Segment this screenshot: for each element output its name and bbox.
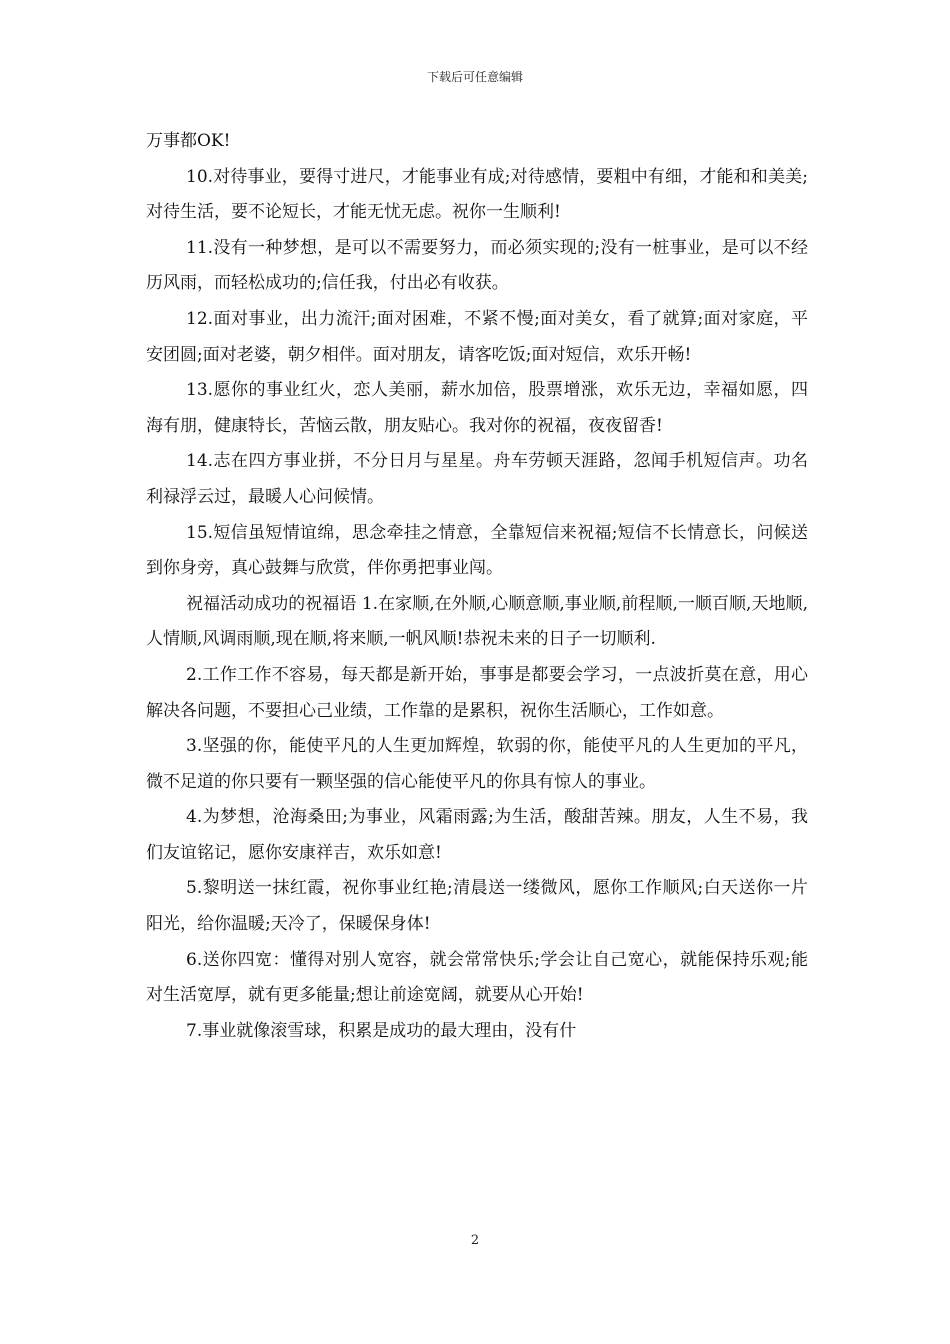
paragraph: 15.短信虽短情谊绵，思念牵挂之情意，全靠短信来祝福;短信不长情意长，问候送到你身旁，真心鼓舞与欣赏，伴你勇把事业闯。 (146, 522, 808, 579)
paragraph: 13.愿你的事业红火，恋人美丽，薪水加倍，股票增涨，欢乐无边，幸福如愿，四海有朋，健康特长，苦恼云散，朋友贴心。我对你的祝福，夜夜留香! (146, 380, 808, 436)
paragraph: 12.面对事业，出力流汗;面对困难，不紧不慢;面对美女，看了就算;面对家庭，平安团圆;面对老婆，朝夕相伴。面对朋友，请客吃饭;面对短信，欢乐开畅! (146, 308, 808, 365)
paragraph: 3.坚强的你，能使平凡的人生更加辉煌，软弱的你，能使平凡的人生更加的平凡，微不足道的你只要有一颗坚强的信心能使平凡的你具有惊人的事业。 (146, 736, 808, 792)
paragraph: 5.黎明送一抹红霞，祝你事业红艳;清晨送一缕微风，愿你工作顺风;白天送你一片阳光，给你温暖;天冷了，保暖保身体! (146, 878, 808, 935)
paragraph: 10.对待事业，要得寸进尺，才能事业有成;对待感情，要粗中有细，才能和和美美;对待生活，要不论短长，才能无忧无虑。祝你一生顺利! (146, 166, 808, 223)
page-number: 2 (470, 1233, 480, 1248)
page-header: 下载后可任意编辑 (426, 70, 523, 84)
paragraph: 6.送你四宽：懂得对别人宽容，就会常常快乐;学会让自己宽心，就能保持乐观;能对生活宽厚，就有更多能量;想让前途宽阔，就要从心开始! (146, 949, 808, 1006)
paragraph: 11.没有一种梦想，是可以不需要努力，而必须实现的;没有一桩事业，是可以不经历风雨，而轻松成功的;信任我，付出必有收获。 (146, 237, 808, 294)
paragraph: 祝福活动成功的祝福语 1.在家顺,在外顺,心顺意顺,事业顺,前程顺,一顺百顺,天地顺,人情顺,风调雨顺,现在顺,将来顺,一帆风顺!恭祝未来的日子一切顺利. (146, 593, 808, 650)
paragraph: 2.工作工作不容易，每天都是新开始，事事是都要会学习，一点波折莫在意，用心解决各问题，不要担心己业绩，工作靠的是累积，祝你生活顺心，工作如意。 (146, 664, 808, 721)
paragraph: 4.为梦想，沧海桑田;为事业，风霜雨露;为生活，酸甜苦辣。朋友，人生不易，我们友谊铭记，愿你安康祥吉，欢乐如意! (146, 807, 808, 863)
paragraph: 7.事业就像滚雪球，积累是成功的最大理由，没有什 (186, 1020, 577, 1041)
paragraph: 万事都OK! (146, 131, 231, 151)
document-body (146, 124, 808, 1049)
paragraph: 14.志在四方事业拼，不分日月与星星。舟车劳顿天涯路，忽闻手机短信声。功名利禄浮云过，最暖人心问候情。 (146, 451, 808, 507)
